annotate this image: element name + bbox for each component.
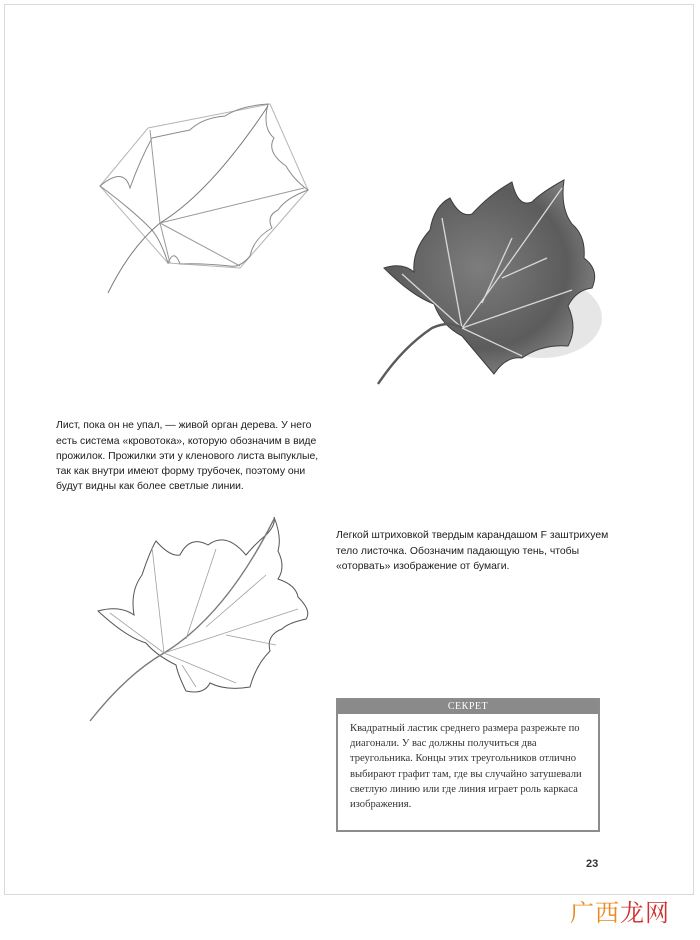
leaf-veins-sketch <box>86 515 321 725</box>
secret-tip-text: Квадратный ластик среднего размера разрежьте по диагонали. У вас должны получиться два треугольника. Концы этих треугольников отлично выбирают графит там, где вы случайно затушевали светлую линию или где линия играет роль каркаса изображения. <box>350 723 582 811</box>
watermark-logo <box>570 898 670 928</box>
watermark-part-2: 龙网 <box>620 899 670 927</box>
page-number: 23 <box>586 858 599 870</box>
shading-paragraph: Легкой штриховкой твердым карандашом F заштрихуем тело листочка. Обозначим падающую тень, чтобы «оторвать» изображение от бумаги. <box>336 530 609 572</box>
leaf-intro-paragraph: Лист, пока он не упал, — живой орган дерева. У него есть система «кровотока», которую обозначим в виде прожилок. Прожилки эти у кленового листа выпуклые, так как внутри имеют форму трубочек, поэтому они будут видны как более светлые линии. <box>56 420 319 493</box>
shaded-leaf-drawing <box>372 178 612 388</box>
leaf-construction-sketch <box>90 98 315 298</box>
secret-tip-title: СЕКРЕТ <box>338 700 598 714</box>
watermark-part-1: 广西 <box>570 899 620 927</box>
secret-tip-box <box>336 698 600 832</box>
